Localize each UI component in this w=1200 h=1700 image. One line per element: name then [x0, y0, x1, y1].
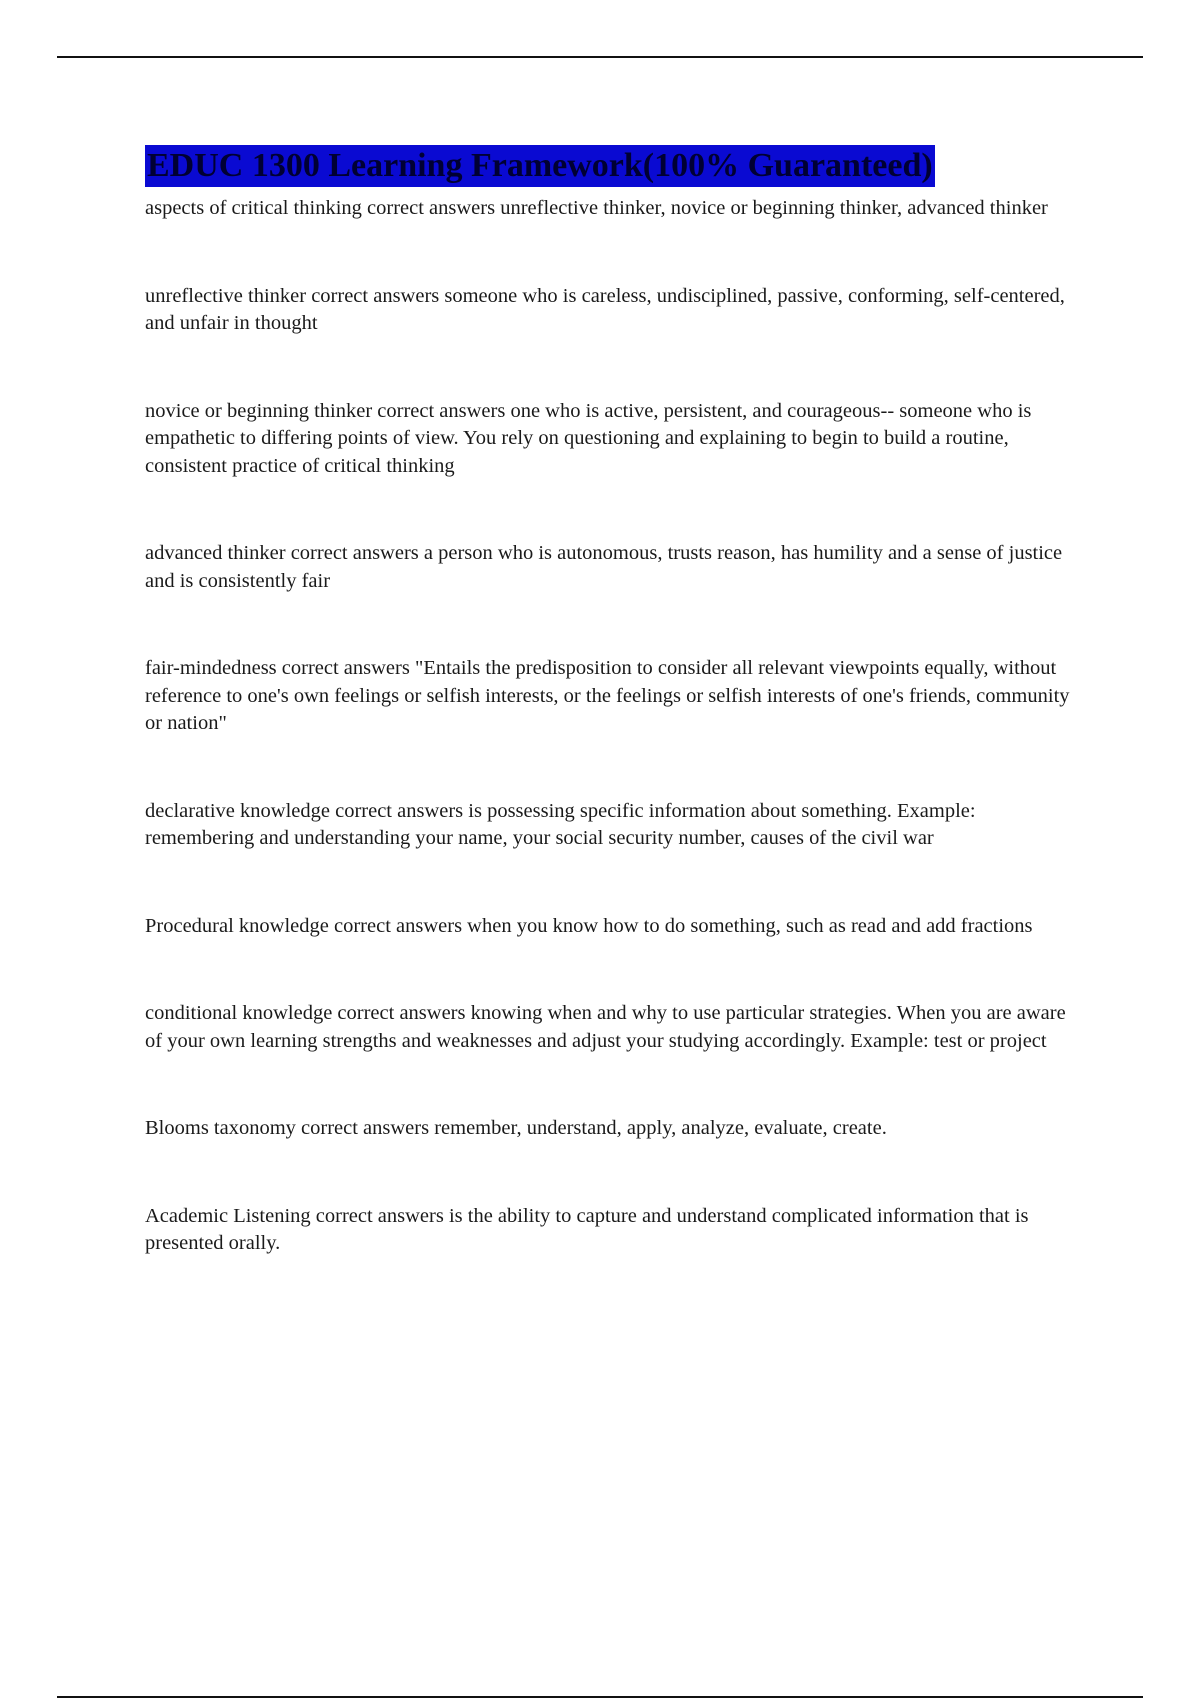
entry-novice-thinker: novice or beginning thinker correct answers one who is active, persistent, and courageous-- someone who is empathetic to differing points of view. You rely on questioning and explaining to begin to build a routine, consistent practice of critical thinking [145, 399, 1032, 477]
entry-aspects-of-critical-thinking: aspects of critical thinking correct answers unreflective thinker, novice or beginning thinker, advanced thinker [145, 197, 1048, 219]
entry-unreflective-thinker: unreflective thinker correct answers someone who is careless, undisciplined, passive, conforming, self-centered, and unfair in thought [145, 284, 1065, 334]
entry-declarative-knowledge: declarative knowledge correct answers is possessing specific information about something. Example: remembering and understanding your name, your social security number, causes of the civil war [145, 799, 976, 849]
footer-rule [57, 1696, 1143, 1698]
header-rule [57, 56, 1143, 58]
entry-procedural-knowledge: Procedural knowledge correct answers when you know how to do something, such as read and add fractions [145, 914, 1033, 937]
entry-fair-mindedness: fair-mindedness correct answers "Entails the predisposition to consider all relevant viewpoints equally, without reference to one's own feelings or selfish interests, or the feelings or selfish interests of one's friends, community or nation" [145, 657, 1070, 734]
document-title: EDUC 1300 Learning Framework(100% Guaranteed) [145, 145, 935, 187]
entry-academic-listening: Academic Listening correct answers is the ability to capture and understand complicated information that is presented orally. [145, 1204, 1029, 1254]
document-body [145, 145, 1085, 1258]
entry-advanced-thinker: advanced thinker correct answers a person who is autonomous, trusts reason, has humility and a sense of justice and is consistently fair [145, 542, 1063, 592]
entry-blooms-taxonomy: Blooms taxonomy correct answers remember, understand, apply, analyze, evaluate, create. [145, 1117, 887, 1139]
entry-list [145, 195, 1085, 1258]
entry-conditional-knowledge: conditional knowledge correct answers knowing when and why to use particular strategies. When you are aware of your own learning strengths and weaknesses and adjust your studying accordingly. Example: test or project [145, 1002, 1066, 1052]
